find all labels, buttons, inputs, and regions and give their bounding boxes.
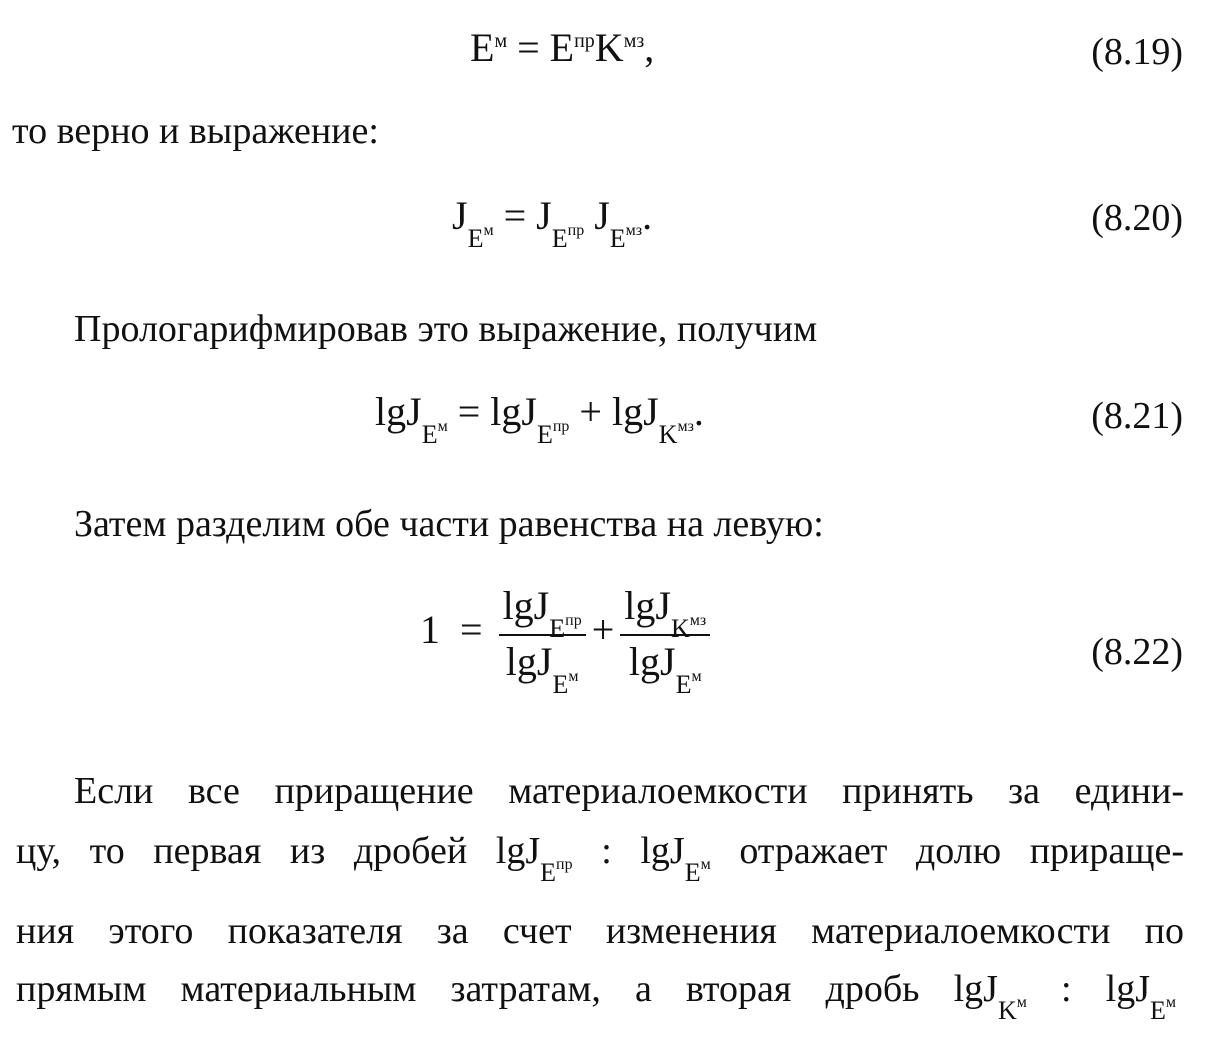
text-line: Затем разделим обе части равенства на левую: xyxy=(74,503,824,545)
fraction: $\frac{\lg J_{E^{пр}}}{\lg J_{E^м}}$ xyxy=(499,582,586,686)
equation-8-19: $E^м = E^{пр}K^{мз}$, xyxy=(470,25,655,70)
equation-8-20: $J_{E^м} = J_{E^{пр}}$ $J_{E^{мз}}$. xyxy=(452,193,653,253)
paragraph-line-2: цу, то первая из дробей lgJ$_{E^{пр}}$ : lgJ$_{E^м}$ отражает долю прираще- xyxy=(16,830,1185,887)
equation-8-22: 1 = $\frac{\lg J_{E^{пр}}}{\lg J_{E^м}}$ + $\frac{\lg J_{K^{мз}}}{\lg J_{E^м}}$ xyxy=(420,582,716,686)
fraction: $\frac{\lg J_{K^{мз}}}{\lg J_{E^м}}$ xyxy=(620,582,710,686)
equation-number-8-21: (8.21) xyxy=(1091,395,1183,437)
equation-8-21: lgJ$_{E^м}$ = lgJ$_{E^{пр}}$ + lgJ$_{K^{мз}}$. xyxy=(375,389,704,449)
equation-number-8-20: (8.20) xyxy=(1091,197,1183,239)
equation-number-8-19: (8.19) xyxy=(1091,31,1183,73)
equation-number-8-22: (8.22) xyxy=(1091,631,1183,673)
paragraph-line-4: прямым материальным затратам, а вторая дробь lgJ$_{K^м}$ : lgJ$_{E^м}$ xyxy=(16,968,1177,1025)
paragraph-line-3: ния этого показателя за счет изменения материалоемкости по xyxy=(16,910,1184,952)
paragraph-line-1: Если все приращение материалоемкости принять за едини- xyxy=(74,770,1184,812)
text-line: то верно и выражение: xyxy=(12,110,379,152)
text-line: Прологарифмировав это выражение, получим xyxy=(74,308,818,350)
